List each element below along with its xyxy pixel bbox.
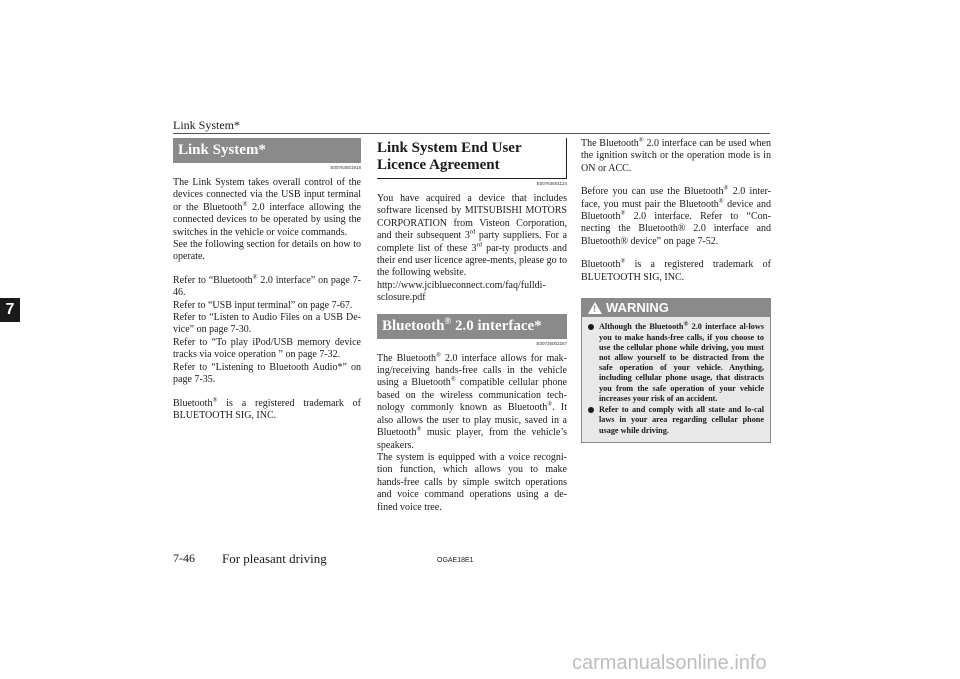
section-title-eula: Link System End User Licence Agreement xyxy=(377,138,567,179)
column-middle xyxy=(377,138,567,514)
warning-box xyxy=(581,298,771,443)
paragraph: See the following section for details on how to operate. xyxy=(173,239,361,263)
paragraph: The system is equipped with a voice recogni-tion function, which allows you to make hands-free calls by simple switch operations and voice command operations using a de-fined voice tree. xyxy=(377,451,567,513)
warning-triangle-icon: ! xyxy=(588,302,602,314)
reference-bluetooth: Refer to “Bluetooth® 2.0 interface” on page 7-46. xyxy=(173,273,361,299)
warning-label: WARNING xyxy=(606,300,669,316)
footer-section-title: For pleasant driving xyxy=(222,551,327,566)
document-code: OGAE18E1 xyxy=(437,557,474,564)
column-left xyxy=(173,138,361,422)
paragraph: The Bluetooth® 2.0 interface allows for mak-ing/receiving hands-free calls in the vehicle using a Bluetooth® compatible cellular phone based on the wireless communication tech-nology commonly known as Bluetooth®. It also allows the user to play music, saved in a Bluetooth® music player, from the vehicle’s speakers. xyxy=(377,351,568,451)
reference-bt-audio: Refer to “Listening to Bluetooth Audio*” on page 7-35. xyxy=(173,361,361,386)
warning-list xyxy=(582,317,770,441)
warning-item: Refer to and comply with all state and lo-cal laws in your area regarding cellular phone usage while driving. xyxy=(588,405,764,436)
column-right xyxy=(581,138,771,443)
reference-ipod: Refer to “To play iPod/USB memory device tracks via voice operation ” on page 7-32. xyxy=(173,336,361,361)
section-title-bluetooth: Bluetooth® 2.0 interface* xyxy=(377,314,567,339)
header-rule xyxy=(173,133,770,134)
page-number: 7-46 xyxy=(173,551,195,565)
running-head: Link System* xyxy=(173,118,241,132)
warning-item: Although the Bluetooth® 2.0 interface al-lows you to make hands-free calls, if you choose to use the cellular phone while driving, you must not allow yourself to be distracted from the safe operation of your vehicle. Anything, including cellular phone usage, that distracts you from the safe operation of your vehicle increases your risk of an accident. xyxy=(588,322,764,404)
website-url: http://www.jciblueconnect.com/faq/fulldi-sclosure.pdf xyxy=(377,279,546,304)
paragraph: You have acquired a device that includes software licensed by MITSUBISHI MOTORS CORPORATION from Visteon Corporation, and their subsequent 3rd party suppliers. For a complete list of these 3rd par-ty products and their end user licence agree-ments, please go to the following website. xyxy=(377,193,567,279)
warning-header xyxy=(582,299,770,317)
watermark: carmanualsonline.info xyxy=(572,652,767,674)
section-code: E00764501918 xyxy=(330,165,361,170)
section-title-link-system: Link System* xyxy=(173,138,361,163)
paragraph: The Bluetooth® 2.0 interface can be used when the ignition switch or the operation mode is in ON or ACC. xyxy=(581,136,771,174)
section-code: E00764601124 xyxy=(536,181,567,186)
paragraph: Before you can use the Bluetooth® 2.0 inter-face, you must pair the Bluetooth® device and Bluetooth® 2.0 interface. Refer to “Con-necting the Bluetooth® 2.0 interface and Bluetooth® device” on page 7-52. xyxy=(581,184,771,247)
section-code: E00726002257 xyxy=(536,340,567,346)
chapter-tab: 7 xyxy=(0,298,20,322)
trademark-note: Bluetooth® is a registered trademark of BLUETOOTH SIG, INC. xyxy=(581,257,771,283)
trademark-note: Bluetooth® is a registered trademark of BLUETOOTH SIG, INC. xyxy=(173,396,361,421)
paragraph: The Link System takes overall control of the devices connected via the USB input terminal or the Bluetooth® 2.0 interface allowing the connected devices to be operated by using the switches in the vehicle or voice commands. xyxy=(173,177,361,238)
reference-audio-files: Refer to “Listen to Audio Files on a USB De-vice” on page 7-30. xyxy=(173,312,361,336)
bullet-icon xyxy=(588,407,594,413)
reference-usb: Refer to “USB input terminal” on page 7-67. xyxy=(173,299,353,311)
bullet-icon xyxy=(588,324,594,330)
